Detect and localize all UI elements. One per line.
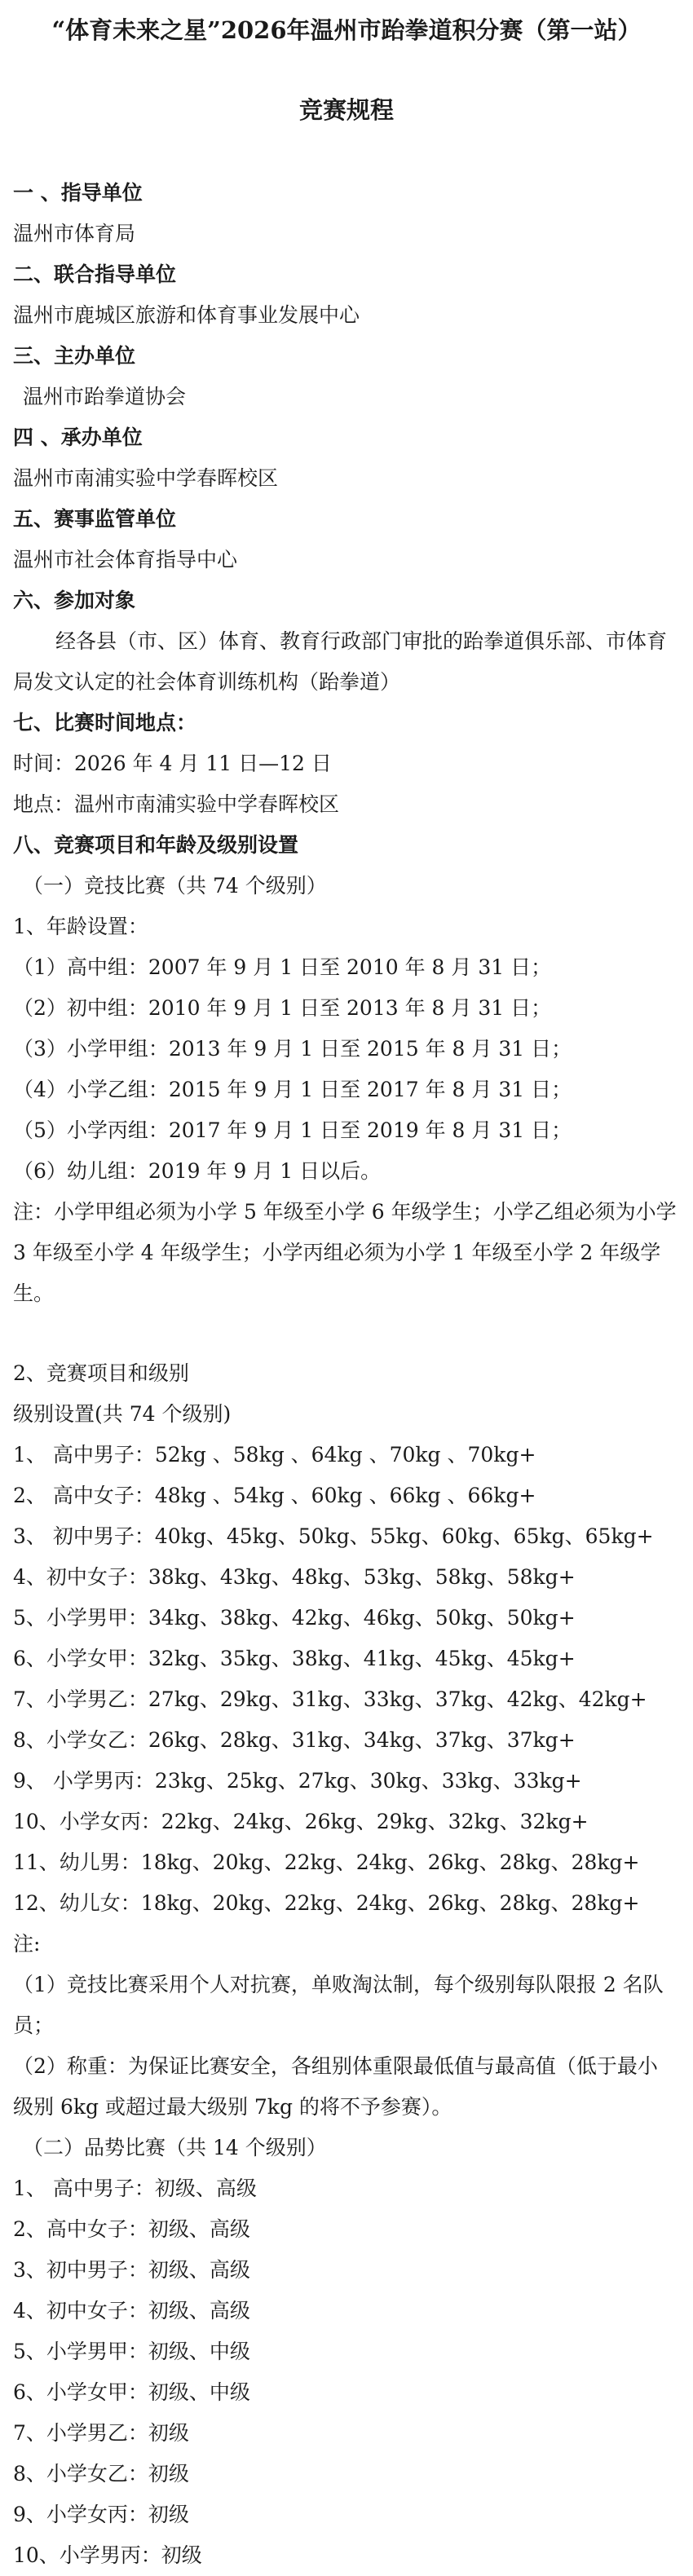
age-heading: 1、年龄设置： bbox=[13, 915, 148, 938]
subsection-heading: （一）竞技比赛（共 74 个级别） bbox=[23, 874, 327, 898]
weight-class-item: 5、小学男甲：34kg、38kg、42kg、46kg、50kg、50kg+ bbox=[13, 1606, 576, 1630]
poomsae-item: 6、小学女甲：初级、中级 bbox=[13, 2380, 250, 2404]
document-title: “体育未来之星”2026年温州市跆拳道积分赛（第一站） bbox=[51, 16, 642, 44]
event-time: 时间：2026 年 4 月 11 日—12 日 bbox=[13, 752, 332, 775]
event-place: 地点：温州市南浦实验中学春晖校区 bbox=[13, 792, 340, 816]
spacer bbox=[0, 1314, 693, 1353]
section-heading: 五、赛事监管单位 bbox=[13, 507, 177, 531]
age-item: （6）幼儿组：2019 年 9 月 1 日以后。 bbox=[13, 1159, 382, 1183]
weight-class-item: 4、初中女子：38kg、43kg、48kg、53kg、58kg、58kg+ bbox=[13, 1565, 576, 1589]
weight-class-item: 2、 高中女子：48kg 、54kg 、60kg 、66kg 、66kg+ bbox=[13, 1484, 536, 1507]
section-text: 温州市鹿城区旅游和体育事业发展中心 bbox=[13, 303, 360, 327]
section-text: 温州市社会体育指导中心 bbox=[13, 548, 238, 571]
age-item: （1）高中组：2007 年 9 月 1 日至 2010 年 8 月 31 日； bbox=[13, 955, 552, 979]
weight-class-item: 7、小学男乙：27kg、29kg、31kg、33kg、37kg、42kg、42kg+ bbox=[13, 1687, 647, 1711]
age-note: 注：小学甲组必须为小学 5 年级至小学 6 年级学生；小学乙组必须为小学 3 年级至小学 4 年级学生；小学丙组必须为小学 1 年级至小学 2 年级学生。 bbox=[13, 1200, 677, 1305]
poomsae-item: 2、高中女子：初级、高级 bbox=[13, 2217, 250, 2241]
age-item: （2）初中组：2010 年 9 月 1 日至 2013 年 8 月 31 日； bbox=[13, 996, 552, 1020]
weight-class-item: 8、小学女乙：26kg、28kg、31kg、34kg、37kg、37kg+ bbox=[13, 1728, 576, 1752]
poomsae-item: 9、小学女丙：初级 bbox=[13, 2503, 189, 2526]
section-heading: 四 、承办单位 bbox=[13, 426, 143, 449]
weight-class-list bbox=[0, 1435, 693, 1924]
weight-class-item: 11、幼儿男：18kg、20kg、22kg、24kg、26kg、28kg、28kg+ bbox=[13, 1850, 640, 1874]
weight-class-item: 3、 初中男子：40kg、45kg、50kg、55kg、60kg、65kg、65kg+ bbox=[13, 1524, 654, 1548]
section-heading: 六、参加对象 bbox=[13, 589, 136, 612]
poomsae-item: 8、小学女乙：初级 bbox=[13, 2462, 189, 2486]
notes-heading: 注: bbox=[13, 1932, 41, 1956]
weight-class-item: 12、幼儿女：18kg、20kg、22kg、24kg、26kg、28kg、28kg+ bbox=[13, 1891, 640, 1915]
weight-class-item: 6、小学女甲：32kg、35kg、38kg、41kg、45kg、45kg+ bbox=[13, 1647, 576, 1670]
note-item: （1）竞技比赛采用个人对抗赛，单败淘汰制，每个级别每队限报 2 名队员； bbox=[13, 1973, 664, 2037]
events-heading: 2、竞赛项目和级别 bbox=[13, 1361, 189, 1385]
age-item: （4）小学乙组：2015 年 9 月 1 日至 2017 年 8 月 31 日； bbox=[13, 1078, 572, 1101]
weights-heading: 级别设置(共 74 个级别) bbox=[13, 1402, 232, 1426]
document-subtitle: 竞赛规程 bbox=[298, 96, 394, 124]
age-item: （3）小学甲组：2013 年 9 月 1 日至 2015 年 8 月 31 日； bbox=[13, 1037, 572, 1061]
poomsae-item: 10、小学男丙：初级 bbox=[13, 2543, 202, 2567]
section-heading: 三、主办单位 bbox=[13, 344, 136, 368]
weight-class-item: 1、 高中男子：52kg 、58kg 、64kg 、70kg 、70kg+ bbox=[13, 1443, 536, 1467]
poomsae-list bbox=[0, 2168, 693, 2576]
poomsae-item: 7、小学男乙：初级 bbox=[13, 2421, 189, 2445]
section-heading: 七、比赛时间地点： bbox=[13, 711, 197, 734]
poomsae-item: 1、 高中男子：初级、高级 bbox=[13, 2177, 257, 2200]
weight-class-item: 9、 小学男丙：23kg、25kg、27kg、30kg、33kg、33kg+ bbox=[13, 1769, 582, 1793]
poomsae-item: 3、初中男子：初级、高级 bbox=[13, 2258, 250, 2282]
note-item: （2）称重：为保证比赛安全，各组别体重限最低值与最高值（低于最小级别 6kg 或超过最大级别 7kg 的将不予参赛）。 bbox=[13, 2054, 658, 2119]
weight-class-item: 10、小学女丙：22kg、24kg、26kg、29kg、32kg、32kg+ bbox=[13, 1810, 589, 1833]
section-text: 温州市南浦实验中学春晖校区 bbox=[13, 466, 279, 490]
section-text: 温州市跆拳道协会 bbox=[23, 385, 187, 408]
age-list bbox=[0, 947, 693, 1192]
poomsae-item: 4、初中女子：初级、高级 bbox=[13, 2299, 250, 2322]
subsection-heading: （二）品势比赛（共 14 个级别） bbox=[23, 2136, 327, 2159]
section-paragraph: 经各县（市、区）体育、教育行政部门审批的跆拳道俱乐部、市体育局发文认定的社会体育训练机构（跆拳道） bbox=[13, 629, 668, 694]
age-item: （5）小学丙组：2017 年 9 月 1 日至 2019 年 8 月 31 日； bbox=[13, 1118, 572, 1142]
poomsae-item: 5、小学男甲：初级、中级 bbox=[13, 2340, 250, 2363]
section-text: 温州市体育局 bbox=[13, 222, 136, 245]
section-heading: 一 、指导单位 bbox=[13, 181, 143, 205]
section-heading: 二、联合指导单位 bbox=[13, 262, 177, 286]
section-heading: 八、竞赛项目和年龄及级别设置 bbox=[13, 833, 299, 857]
